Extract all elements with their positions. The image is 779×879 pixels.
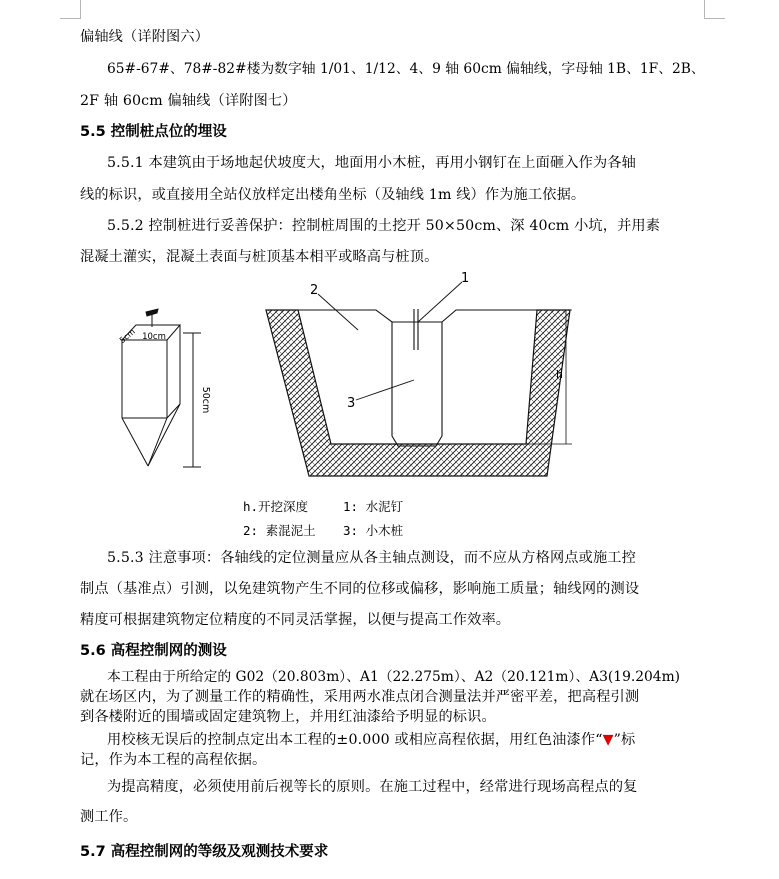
heading-5-6: 5.6 高程控制网的测设	[80, 643, 227, 659]
paragraph-axis-continuation: 偏轴线（详附图六）	[80, 29, 210, 45]
heading-5-5: 5.5 控制桩点位的埋设	[80, 124, 227, 140]
label-nail-1: 1	[461, 271, 470, 286]
paragraph-56c-line-2: 测工作。	[80, 809, 138, 825]
paragraph-56b-text-a: 用校核无误后的控制点定出本工程的±0.000 或相应高程依据，用红色油漆作“	[107, 732, 603, 748]
paragraph-553-line-2: 制点（基准点）引测，以免建筑物产生不同的位移或偏移，影响施工质量；轴线网的测设	[80, 581, 640, 597]
paragraph-65-line-1: 65#-67#、78#-82#楼为数字轴 1/01、1/12、4、9 轴 60cm 偏轴线，字母轴 1B、1F、2B、	[107, 61, 705, 77]
heading-5-7: 5.7 高程控制网的等级及观测技术要求	[80, 844, 329, 860]
paragraph-552-line-2: 混凝土灌实，混凝土表面与桩顶基本相平或略高与桩顶。	[80, 249, 439, 265]
paragraph-56a-line-1: 本工程由于所给定的 G02（20.803m）、A1（22.275m）、A2（20.121m）、A3(19.204m)	[107, 669, 681, 685]
paragraph-56b-line-1	[107, 730, 635, 750]
paragraph-56a-line-2: 就在场区内，为了测量工作的精确性，采用两水准点闭合测量法并严密平差，把高程引测	[80, 689, 640, 705]
stake-side-dimension: 5cm	[117, 327, 137, 346]
paragraph-551-line-1: 5.5.1 本建筑由于场地起伏坡度大，地面用小木桩，再用小钢钉在上面砸入作为各轴	[107, 155, 636, 171]
paragraph-56c-line-1: 为提高精度，必须使用前后视等长的原则。在施工过程中，经常进行现场高程点的复	[107, 779, 638, 795]
paragraph-56a-line-3: 到各楼附近的围墙或固定建筑物上，并用红油漆给予明显的标识。	[80, 709, 496, 725]
stake-top-dimension: 10cm	[142, 332, 166, 342]
paragraph-65-line-2: 2F 轴 60cm 偏轴线（详附图七）	[80, 93, 297, 109]
label-depth-h: h	[556, 368, 563, 381]
paragraph-553-line-1: 5.5.3 注意事项：各轴线的定位测量应从各主轴点测设，而不应从方格网点或施工控	[107, 550, 636, 566]
paragraph-552-line-1: 5.5.2 控制桩进行妥善保护：控制桩周围的土挖开 50×50cm、深 40cm 小坑，并用素	[107, 218, 661, 234]
paragraph-56b-text-b: ”标	[613, 732, 636, 748]
legend-stake: 3: 小木桩	[343, 523, 404, 538]
label-concrete-2: 2	[310, 283, 319, 298]
legend-concrete: 2: 素混泥土	[243, 523, 316, 538]
red-triangle-icon: ▼	[602, 732, 614, 748]
legend-depth: h.开挖深度	[243, 499, 309, 514]
wooden-stake-section	[392, 322, 442, 446]
paragraph-551-line-2: 线的标识，或直接用全站仪放样定出楼角坐标（及轴线 1m 线）作为施工依据。	[80, 187, 586, 203]
label-stake-3: 3	[347, 396, 356, 411]
legend-nail: 1: 水泥钉	[343, 499, 404, 514]
paragraph-56b-line-2: 记，作为本工程的高程依据。	[80, 752, 267, 768]
paragraph-553-line-3: 精度可根据建筑物定位精度的不同灵活掌握，以便与提高工作效率。	[80, 612, 511, 628]
stake-height-dimension: 50cm	[200, 386, 211, 414]
protection-pit-drawing	[266, 282, 572, 476]
